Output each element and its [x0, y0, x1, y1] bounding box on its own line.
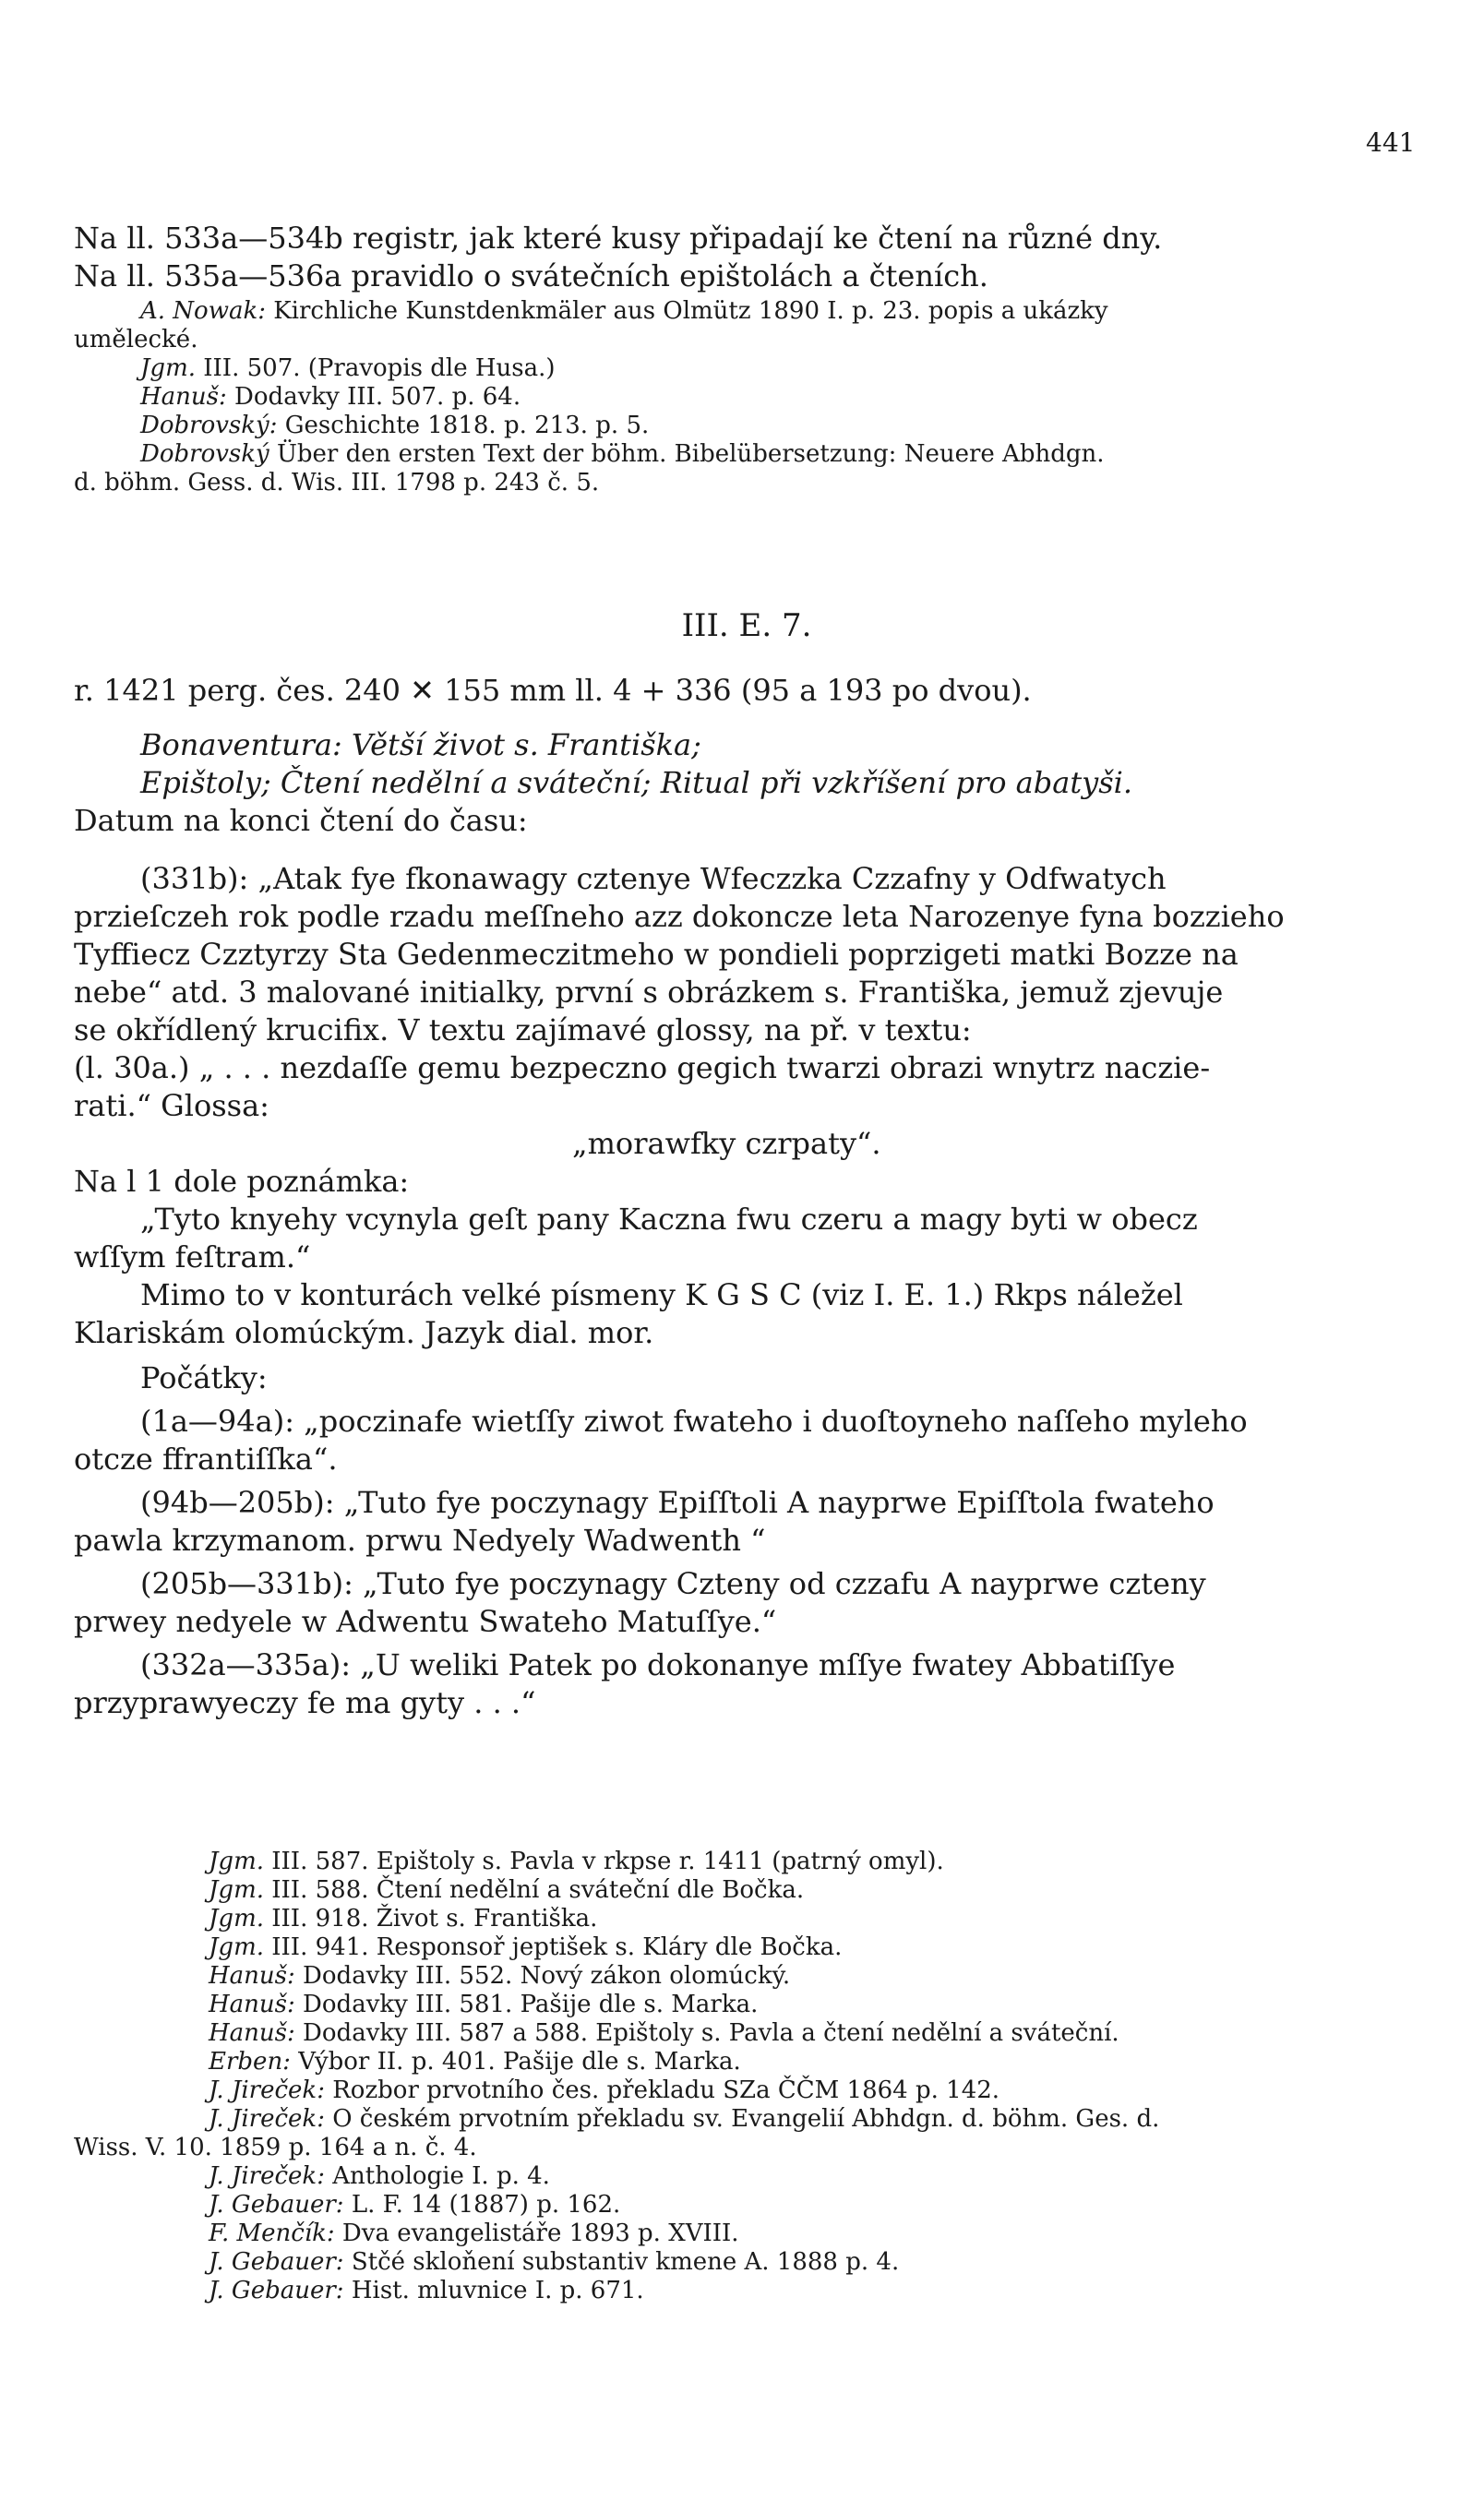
reference-entry — [74, 383, 1419, 412]
reference-entry — [74, 354, 1419, 383]
reference-author: Jgm. — [209, 1905, 264, 1933]
reference-entry — [74, 1876, 1419, 1905]
note-label: Na l 1 dole poznámka: — [74, 1164, 410, 1199]
reference-entry — [74, 2019, 1419, 2048]
body-line: nebe“ atd. 3 malované initialky, první s obrázkem s. Františka, jemuž zjevuje — [74, 975, 1224, 1010]
reference-entry — [74, 2220, 1419, 2248]
reference-author: Hanuš: — [140, 383, 227, 411]
reference-entry — [74, 2048, 1419, 2076]
intro-line: Na ll. 535a—536a pravidlo o svátečních epištolách a čteních. — [74, 258, 988, 293]
reference-text: L. F. 14 (1887) p. 162. — [343, 2191, 621, 2219]
body-line: rati.“ Glossa: — [74, 1088, 269, 1123]
reference-author: Jgm. — [209, 1876, 264, 1904]
reference-text: III. 588. Čtení nedělní a sváteční dle Bočka. — [264, 1876, 805, 1904]
reference-entry — [74, 1962, 1419, 1991]
reference-text: Dodavky III. 552. Nový zákon olomúcký. — [294, 1962, 791, 1990]
references-top — [74, 297, 1419, 497]
reference-entry — [74, 440, 1419, 469]
reference-author: J. Gebauer: — [209, 2191, 344, 2219]
reference-entry — [74, 1933, 1419, 1962]
reference-text: Dva evangelistáře 1893 p. XVIII. — [334, 2220, 739, 2247]
reference-entry — [74, 2277, 1419, 2305]
reference-entry — [74, 2076, 1419, 2105]
reference-text: Dodavky III. 507. p. 64. — [226, 383, 521, 411]
reference-text: O českém prvotním překladu sv. Evangelií Abhdgn. d. böhm. Ges. d. — [324, 2105, 1160, 2133]
incipit-line: (332a—335a): „U weliki Patek po dokonanye mſſye fwatey Abbatiſſye — [140, 1647, 1176, 1682]
contents-text: Epištoly; Čtení nedělní a sváteční; Ritual při vzkříšení pro abatyši. — [140, 765, 1133, 800]
reference-entry — [74, 1848, 1419, 1876]
reference-entry — [74, 2162, 1419, 2191]
reference-continuation — [74, 2134, 1419, 2162]
reference-author: F. Menčík: — [209, 2220, 335, 2247]
reference-text: Hist. mluvnice I. p. 671. — [343, 2277, 644, 2304]
contents-line — [74, 726, 1419, 764]
reference-author: Dobrovský — [140, 440, 269, 468]
reference-text: III. 918. Život s. Františka. — [264, 1905, 598, 1933]
reference-continuation: umělecké. — [74, 326, 198, 353]
glossa-text: „morawfky czrpaty“. — [572, 1126, 881, 1161]
reference-author: Dobrovský: — [140, 412, 278, 439]
reference-text: Rozbor prvotního čes. překladu SZa ČČM 1864 p. 142. — [324, 2076, 1000, 2104]
incipit-line: otcze ffrantiſſka“. — [74, 1442, 338, 1477]
page-number: 441 — [1366, 127, 1416, 158]
reference-text: Kirchliche Kunstdenkmäler aus Olmütz 1890 I. p. 23. popis a ukázky — [265, 297, 1108, 325]
reference-author: Jgm. — [209, 1848, 264, 1875]
reference-entry — [74, 2105, 1419, 2134]
body-line: se okřídlený krucifix. V textu zajímavé glossy, na př. v textu: — [74, 1012, 972, 1047]
incipit-line: przyprawyeczy fe ma gyty . . .“ — [74, 1685, 536, 1720]
reference-author: J. Jireček: — [209, 2076, 325, 2104]
reference-text: Über den ersten Text der böhm. Bibelübersetzung: Neuere Abhdgn. — [269, 440, 1105, 468]
reference-author: J. Jireček: — [209, 2162, 325, 2190]
reference-author: J. Gebauer: — [209, 2248, 344, 2276]
datum-label: Datum na konci čtení do času: — [74, 803, 528, 838]
reference-author: Hanuš: — [209, 2019, 295, 2047]
reference-continuation: d. böhm. Gess. d. Wis. III. 1798 p. 243 č. 5. — [74, 469, 600, 497]
contents-line — [74, 764, 1419, 802]
section-signature: III. E. 7. — [681, 607, 812, 644]
note-line: wſſym feſtram.“ — [74, 1239, 311, 1274]
main-body — [74, 860, 1419, 1722]
reference-text: Geschichte 1818. p. 213. p. 5. — [277, 412, 650, 439]
reference-entry — [74, 2248, 1419, 2277]
incipit-line: (1a—94a): „poczinafe wietſſy ziwot fwateho i duoſtoyneho naſſeho myleho — [140, 1404, 1248, 1439]
manuscript-description: r. 1421 perg. čes. 240 ✕ 155 mm ll. 4 + 336 (95 a 193 po dvou). — [74, 673, 1032, 708]
reference-text: Anthologie I. p. 4. — [324, 2162, 550, 2190]
reference-entry — [74, 2191, 1419, 2220]
body-line: przieſczeh rok podle rzadu meſſneho azz dokoncze leta Narozenye fyna bozzieho — [74, 899, 1285, 934]
reference-entry — [74, 412, 1419, 440]
reference-entry — [74, 1991, 1419, 2019]
section-header — [74, 672, 1419, 840]
references-bottom — [74, 1848, 1419, 2305]
reference-author: J. Gebauer: — [209, 2277, 344, 2304]
reference-author: Hanuš: — [209, 1962, 295, 1990]
incipit-line: prwey nedyele w Adwentu Swateho Matuſſye.“ — [74, 1604, 777, 1639]
pocatky-label: Počátky: — [140, 1360, 268, 1395]
body-line: (l. 30a.) „ . . . nezdaſſe gemu bezpeczno gegich twarzi obrazi wnytrz naczie- — [74, 1050, 1211, 1085]
reference-text: III. 587. Epištoly s. Pavla v rkpse r. 1411 (patrný omyl). — [264, 1848, 944, 1875]
reference-text: Dodavky III. 587 a 588. Epištoly s. Pavla a čtení nedělní a sváteční. — [294, 2019, 1119, 2047]
reference-text: III. 507. (Pravopis dle Husa.) — [196, 354, 556, 382]
incipit-line: (205b—331b): „Tuto fye poczynagy Czteny od czzafu A nayprwe czteny — [140, 1566, 1206, 1601]
reference-text: Výbor II. p. 401. Pašije dle s. Marka. — [290, 2048, 741, 2076]
contents-text: Bonaventura: Větší život s. Františka; — [140, 727, 701, 762]
reference-author: J. Jireček: — [209, 2105, 325, 2133]
body-line: (331b): „Atak fye fkonawagy cztenye Wfeczzka Czzafny y Odfwatych — [140, 861, 1167, 896]
reference-entry — [74, 297, 1419, 326]
body-line: Tyffiecz Czztyrzy Sta Gedenmeczitmeho w pondieli poprzigeti matki Bozze na — [74, 937, 1239, 972]
reference-author: Erben: — [209, 2048, 291, 2076]
incipit-line: pawla krzymanom. prwu Nedyely Wadwenth “ — [74, 1523, 766, 1558]
note-line: „Tyto knyehy vcynyla geſt pany Kaczna fwu czeru a magy byti w obecz — [140, 1202, 1198, 1237]
reference-text: III. 941. Responsoř jeptišek s. Kláry dle Bočka. — [264, 1933, 843, 1961]
intro-line: Na ll. 533a—534b registr, jak které kusy připadají ke čtení na různé dny. — [74, 221, 1163, 256]
reference-text: Stčé skloňení substantiv kmene A. 1888 p. 4. — [343, 2248, 900, 2276]
reference-author: Jgm. — [209, 1933, 264, 1961]
reference-author: A. Nowak: — [140, 297, 266, 325]
incipit-line: (94b—205b): „Tuto fye poczynagy Epiſſtoli A nayprwe Epiſſtola fwateho — [140, 1485, 1215, 1520]
reference-text: Wiss. V. 10. 1859 p. 164 a n. č. 4. — [74, 2134, 477, 2161]
reference-text: Dodavky III. 581. Pašije dle s. Marka. — [294, 1991, 759, 2018]
body-line: Mimo to v konturách velké písmeny K G S C (viz I. E. 1.) Rkps náležel — [140, 1277, 1183, 1312]
reference-author: Hanuš: — [209, 1991, 295, 2018]
body-line: Klariskám olomúckým. Jazyk dial. mor. — [74, 1315, 654, 1350]
reference-author: Jgm. — [140, 354, 196, 382]
intro-paragraph — [74, 220, 1419, 295]
reference-entry — [74, 1905, 1419, 1933]
